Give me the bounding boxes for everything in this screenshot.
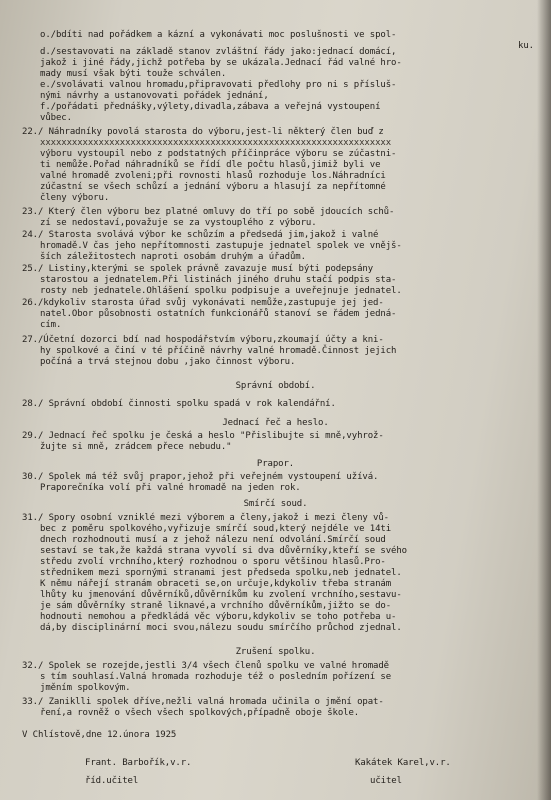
struck-line: xxxxxxxxxxxxxxxxxxxxxxxxxxxxxxxxxxxxxxxxxxxxxxxxxxxxxxxxxxxxxxxxxx	[40, 138, 392, 148]
text-line: 30./ Spolek má též svůj prapor,jehož při veřejném vystoupení užívá.	[22, 472, 379, 482]
text-line: e./svolávati valnou hromadu,připravovati předlohy pro ni s přísluš-	[40, 80, 397, 90]
text-line: jměním spolkovým.	[40, 683, 131, 693]
text-line: střednikem mezi spornými stranami jest předseda spolku,neb jednatel.	[40, 568, 402, 578]
section-heading: Prapor.	[256, 459, 295, 469]
text-line: 33./ Zaniklli spolek dříve,nežli valná hromada učinila o jmění opat-	[22, 697, 384, 707]
text-line: valné hromadě zvoleni;při rovnosti hlasů rozhoduje los.Náhradníci	[40, 171, 386, 181]
text-line: Praporečníka volí při valné hromadě na jeden rok.	[40, 483, 301, 493]
text-line: K němu nářejí stranám obraceti se,on určuje,kdykoliv třeba stranám	[40, 579, 392, 589]
text-line: starostou a jednatelem.Při listinách jiného druhu stačí podpis sta-	[40, 275, 397, 285]
text-line: je sám důvěrníky straně liknavé,a vrchního důvěrníkům,jižto se do-	[40, 601, 392, 611]
text-line: výboru vystoupil nebo z podstatných příčinpráce výboru se zúčastni-	[40, 149, 397, 159]
text-line: nými návrhy a ustanovovati pořádek jednání,	[40, 91, 269, 101]
text-line: lhůty ku jmenování důvěrníků,důvěrníkům ku zvolení vrchního,sestavu-	[40, 590, 402, 600]
text-line: dnech rozhodnouti musí a z jehož nálezu není odvolání.Smírčí soud	[40, 535, 386, 545]
section-heading: Zrušení spolku.	[235, 647, 316, 657]
text-line: s tím souhlasí.Valná hromada rozhoduje též o posledním pořízení se	[40, 672, 392, 682]
section-heading: Jednací řeč a heslo.	[222, 418, 329, 428]
text-line: hy spolkové a činí v té příčině návrhy valné hromadě.Činnost jejich	[40, 346, 397, 356]
text-line: vůbec.	[40, 113, 72, 123]
text-line: 29./ Jednací řeč spolku je česká a heslo "Přislibujte si mně,vyhrož-	[22, 431, 384, 441]
signer-left-title: říd.učitel	[85, 776, 139, 786]
text-line: 22./ Náhradníky povolá starosta do výboru,jest-li některý člen buď z	[22, 127, 384, 137]
text-line: 23./ Který člen výboru bez platné omluvy do tří po sobě jdoucích schů-	[22, 207, 395, 217]
text-line: d./sestavovati na základě stanov zvláštní řády jako:jednací domácí,	[40, 47, 397, 57]
signer-right-name: Kakátek Karel,v.r.	[355, 758, 451, 768]
text-line: středu zvolí vrchního,který rozhodnou o sporu většinou hlasů.Pro-	[40, 557, 386, 567]
section-heading: Správní období.	[235, 381, 316, 391]
signer-left-name: Frant. Barbořík,v.r.	[85, 758, 192, 768]
text-line: 25./ Listiny,kterými se spolek právně zavazuje musí býti podepsány	[22, 264, 374, 274]
signer-right-title: učitel	[370, 776, 402, 786]
text-line: rosty neb jednatele.Ohlášení spolku podpisuje a uveřejnuje jednatel.	[40, 286, 402, 296]
text-line: ti nemůže.Pořad náhradníků se řídí dle počtu hlasů,jimiž byli ve	[40, 160, 381, 170]
text-line: ších záležitostech naproti osobám druhým a úřadům.	[40, 252, 306, 262]
place-and-date: V Chlístově,dne 12.února 1925	[22, 730, 177, 740]
section-heading: Smírčí soud.	[243, 499, 308, 509]
text-line: 28./ Správní období činnosti spolku spadá v rok kalendářní.	[22, 399, 336, 409]
text-line: f./pořádati přednášky,výlety,divadla,zábava a veřejná vystoupení	[40, 102, 381, 112]
text-line: o./bdíti nad pořádkem a kázní a vykonávati moc poslušnosti ve spol-	[40, 30, 397, 40]
text-line: bec z poměru spolkového,vyřizuje smírčí soud,který nejdéle ve 14ti	[40, 524, 392, 534]
text-line: ku.	[518, 41, 534, 51]
text-line: 24./ Starosta svolává výbor ke schůzím a předsedá jim,jakož i valné	[22, 230, 379, 240]
text-line: hodnouti nemohou a předkládá věc výboru,kdykoliv se toho potřeba u-	[40, 612, 397, 622]
text-line: 32./ Spolek se rozejde,jestli 3/4 všech členů spolku ve valné hromadě	[22, 661, 389, 671]
text-line: 26./kdykoliv starosta úřad svůj vykonávati nemůže,zastupuje jej jed-	[22, 298, 384, 308]
text-line: ření,a rovněž o všech všech spolkových,případně oboje škole.	[40, 708, 360, 718]
text-line: zúčastní se všech schůzí a jednání výboru a hlasují za nepřítomné	[40, 182, 386, 192]
text-line: cím.	[40, 320, 62, 330]
text-line: zí se nedostaví,považuje se za vystouplého z výboru.	[40, 218, 317, 228]
text-line: žujte si mně, zrádcem přece nebudu."	[40, 442, 232, 452]
text-line: 27./Účetní dozorci bdí nad hospodářstvím výboru,zkoumají účty a kni-	[22, 335, 384, 345]
text-line: hromadě.V čas jeho nepřítomnosti zastupuje jednatel spolek ve vnějš-	[40, 241, 402, 251]
text-line: dá,by disciplinární moci svou,nálezu soudu smírčího průchod zjednal.	[40, 623, 402, 633]
text-line: počíná a trvá stejnou dobu ,jako činnost výboru.	[40, 357, 296, 367]
text-line: jakož i jiné řády,jichž potřeba by se ukázala.Jednací řád valné hro-	[40, 58, 402, 68]
text-line: mady musí však býti touže schválen.	[40, 69, 227, 79]
text-line: natel.Obor působnosti ostatních funkcionářů stanoví se řádem jedná-	[40, 309, 397, 319]
text-line: sestaví se tak,že každá strana vyvolí si dva důvěrníky,kteří se svého	[40, 546, 407, 556]
text-line: členy výboru.	[40, 193, 110, 203]
text-line: 31./ Spory osobní vzniklé mezi výborem a členy,jakož i mezi členy vů-	[22, 513, 389, 523]
